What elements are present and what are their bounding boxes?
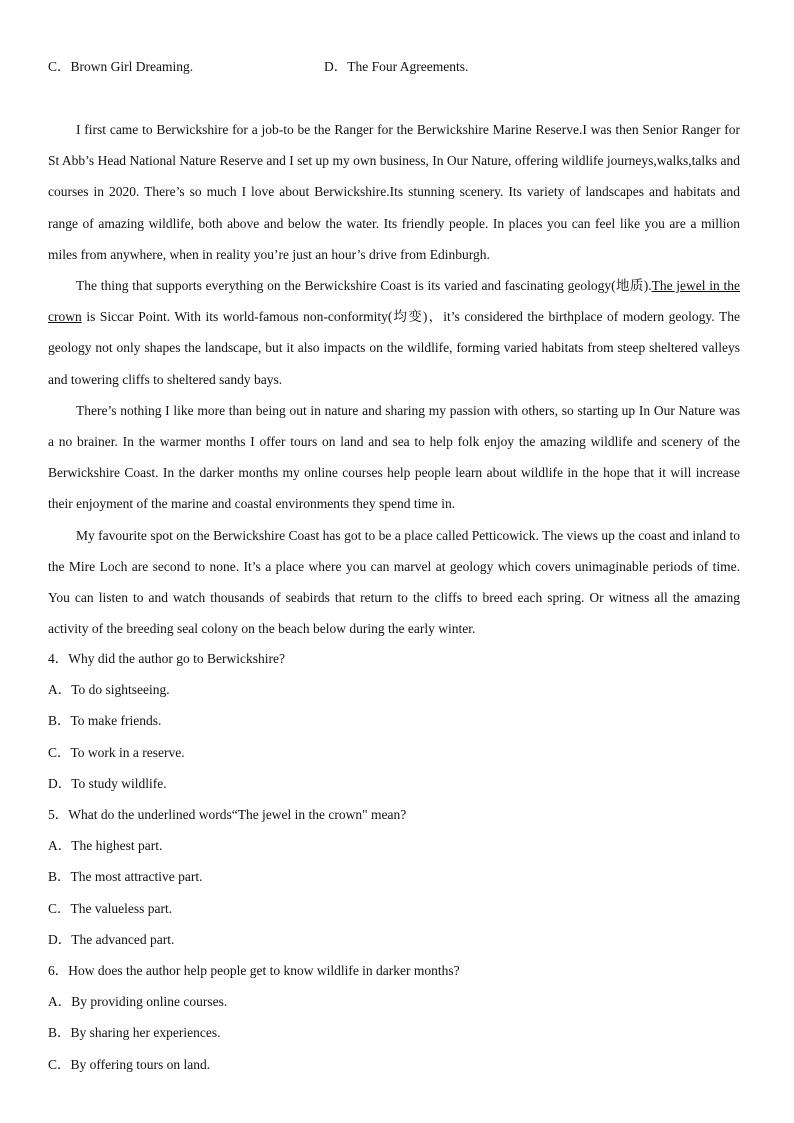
question-6-stem: 6．How does the author help people get to know wildlife in darker months?: [48, 963, 460, 979]
question-4-option-d: D．To study wildlife.: [48, 775, 167, 791]
option-c: C．Brown Girl Dreaming.: [48, 59, 194, 74]
passage-paragraph-4: My favourite spot on the Berwickshire Coast has got to be a place called Petticowick. The views up the coast and inland to the Mire Loch are second to none. It’s a place where you can marvel at geology which covers unimaginable periods of time. You can listen to and watch thousands of seabirds that return to the cliffs to breed each spring. Or witness all the amazing activity of the breeding seal colony on the beach below during the early winter.: [48, 527, 740, 637]
question-5-option-b: B．The most attractive part.: [48, 869, 203, 885]
question-6-option-b: B．By sharing her experiences.: [48, 1025, 221, 1041]
question-6-option-a: A．By providing online courses.: [48, 994, 228, 1010]
question-5-option-a: A．The highest part.: [48, 838, 163, 854]
question-4-stem: 4．Why did the author go to Berwickshire?: [48, 651, 285, 666]
paragraph-2-intro: The thing that supports everything on the Berwickshire Coast is its varied and fascinating geology(地质).: [76, 278, 652, 294]
passage-paragraph-1: I first came to Berwickshire for a job-to be the Ranger for the Berwickshire Marine Reserve.I was then Senior Ranger for St Abb’s Head National Nature Reserve and I set up my own business, In Our Nature, offering wildlife journeys,walks,talks and courses in 2020. There’s so much I love about Berwickshire.Its stunning scenery. Its variety of landscapes and habitats and range of amazing wildlife, both above and below the water. Its friendly people. In places you can feel like you are a million miles from anywhere, when in reality you’re just an hour’s drive from Edinburgh.: [48, 122, 740, 262]
passage-paragraph-2: [48, 270, 740, 395]
question-5-option-c: C．The valueless part.: [48, 900, 173, 916]
reading-passage: [48, 114, 740, 644]
option-d: D．The Four Agreements.: [324, 59, 469, 74]
underlined-phrase: The jewel in the crown: [48, 278, 740, 325]
question-5-option-d: D．The advanced part.: [48, 931, 175, 947]
question-4-option-a: A．To do sightseeing.: [48, 682, 170, 698]
question-6-option-c: C．By offering tours on land.: [48, 1056, 211, 1072]
question-4-option-b: B．To make friends.: [48, 713, 162, 729]
question-list: [48, 643, 748, 1080]
passage-paragraph-3: There’s nothing I like more than being out in nature and sharing my passion with others, so starting up In Our Nature was a no brainer. In the warmer months I offer tours on land and sea to help folk enjoy the amazing wildlife and scenery of the Berwickshire Coast. In the darker months my online courses help people learn about wildlife in the hope that it will increase their enjoyment of the marine and coastal environments they spend time in.: [48, 402, 740, 512]
paragraph-2-rest: is Siccar Point. With its world-famous non-conformity(均变)，it’s considered the birthplace of modern geology. The geology not only shapes the landscape, but it also impacts on the wildlife, forming varied habitats from steep sheltered valleys and towering cliffs to sheltered sandy bays.: [48, 309, 740, 387]
question-4-option-c: C．To work in a reserve.: [48, 744, 185, 760]
question-5-stem: 5．What do the underlined words“The jewel in the crown" mean?: [48, 807, 407, 823]
